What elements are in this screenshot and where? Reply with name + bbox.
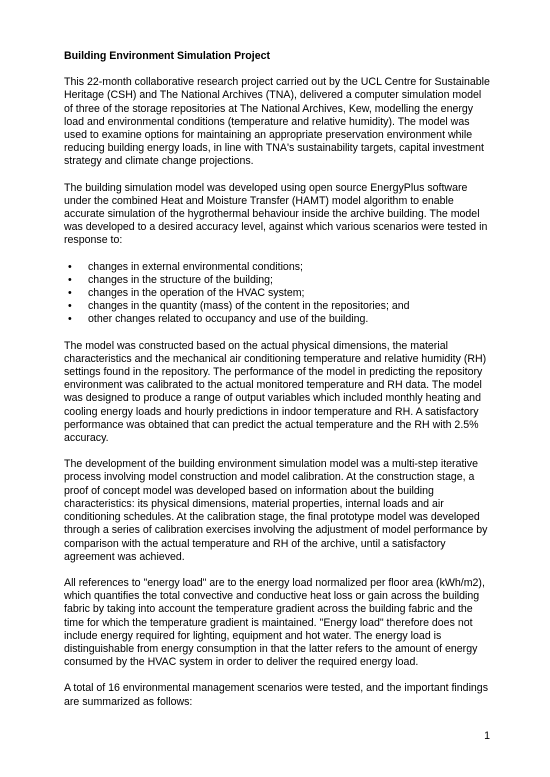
list-item <box>64 287 490 300</box>
bullet-icon: • <box>68 300 72 313</box>
bullet-icon: • <box>68 260 72 273</box>
model-calibration-paragraph: The development of the building environment simulation model was a multi-step iterative process involving model construction and model calibration. At the construction stage, a proof of concept model was developed based on information about the building characteristics: its physical dimensions, material properties, internal loads and air conditioning schedules. At the calibration stage, the final prototype model was developed through a series of calibration exercises involving the adjustment of model performance by comparison with the actual temperature and RH of the archive, until a satisfactory agreement was achieved. <box>64 458 488 563</box>
document-body <box>64 50 490 722</box>
model-development-paragraph: The building simulation model was developed using open source EnergyPlus software under the combined Heat and Moisture Transfer (HAMT) model algorithm to enable accurate simulation of the hygrothermal behaviour inside the archive building. The model was developed to a desired accuracy level, against which various scenarios were tested in response to: <box>64 181 488 247</box>
list-item-text: changes in the structure of the building; <box>88 273 273 286</box>
scenario-list <box>64 261 490 327</box>
list-item <box>64 261 490 274</box>
energy-load-definition-paragraph: All references to "energy load" are to the energy load normalized per floor area (kWh/m2), which quantifies the total convective and conductive heat loss or gain across the building fabric by taking into account the temperature gradient across the building fabric and the time for which the temperature gradient is maintained. "Energy load" therefore does not include energy required for lighting, equipment and hot water. The energy load is distinguishable from energy consumption in that the latter refers to the amount of energy consumed by the HVAC system in order to deliver the required energy load. <box>64 576 485 669</box>
list-item-text: other changes related to occupancy and use of the building. <box>88 313 369 326</box>
findings-intro-paragraph: A total of 16 environmental management scenarios were tested, and the important findings are summarized as follows: <box>64 682 488 708</box>
list-item <box>64 274 490 287</box>
bullet-icon: • <box>68 313 72 326</box>
bullet-icon: • <box>68 287 72 300</box>
bullet-icon: • <box>68 273 72 286</box>
list-item-text: changes in external environmental conditions; <box>88 260 303 273</box>
document-title: Building Environment Simulation Project <box>64 50 271 62</box>
list-item <box>64 313 490 326</box>
list-item <box>64 300 490 313</box>
intro-paragraph: This 22-month collaborative research project carried out by the UCL Centre for Sustainable Heritage (CSH) and The National Archives (TNA), delivered a computer simulation model of three of the storage repositories at The National Archives, Kew, modelling the energy load and environmental conditions (temperature and relative humidity). The model was used to examine options for maintaining an appropriate preservation environment while reducing building energy loads, in line with TNA's sustainability targets, capital investment strategy and climate change projections. <box>64 76 490 168</box>
list-item-text: changes in the quantity (mass) of the content in the repositories; and <box>88 300 410 313</box>
list-item-text: changes in the operation of the HVAC system; <box>88 287 305 300</box>
model-construction-paragraph: The model was constructed based on the actual physical dimensions, the material characteristics and the mechanical air conditioning temperature and relative humidity (RH) settings found in the repository. The performance of the model in predicting the repository environment was calibrated to the actual monitored temperature and RH data. The model was designed to produce a range of output variables which included monthly heating and cooling energy loads and hourly predictions in indoor temperature and RH. A satisfactory performance was obtained that can predict the actual temperature and the RH with 2.5% accuracy. <box>64 339 487 445</box>
page-number: 1 <box>484 730 490 742</box>
